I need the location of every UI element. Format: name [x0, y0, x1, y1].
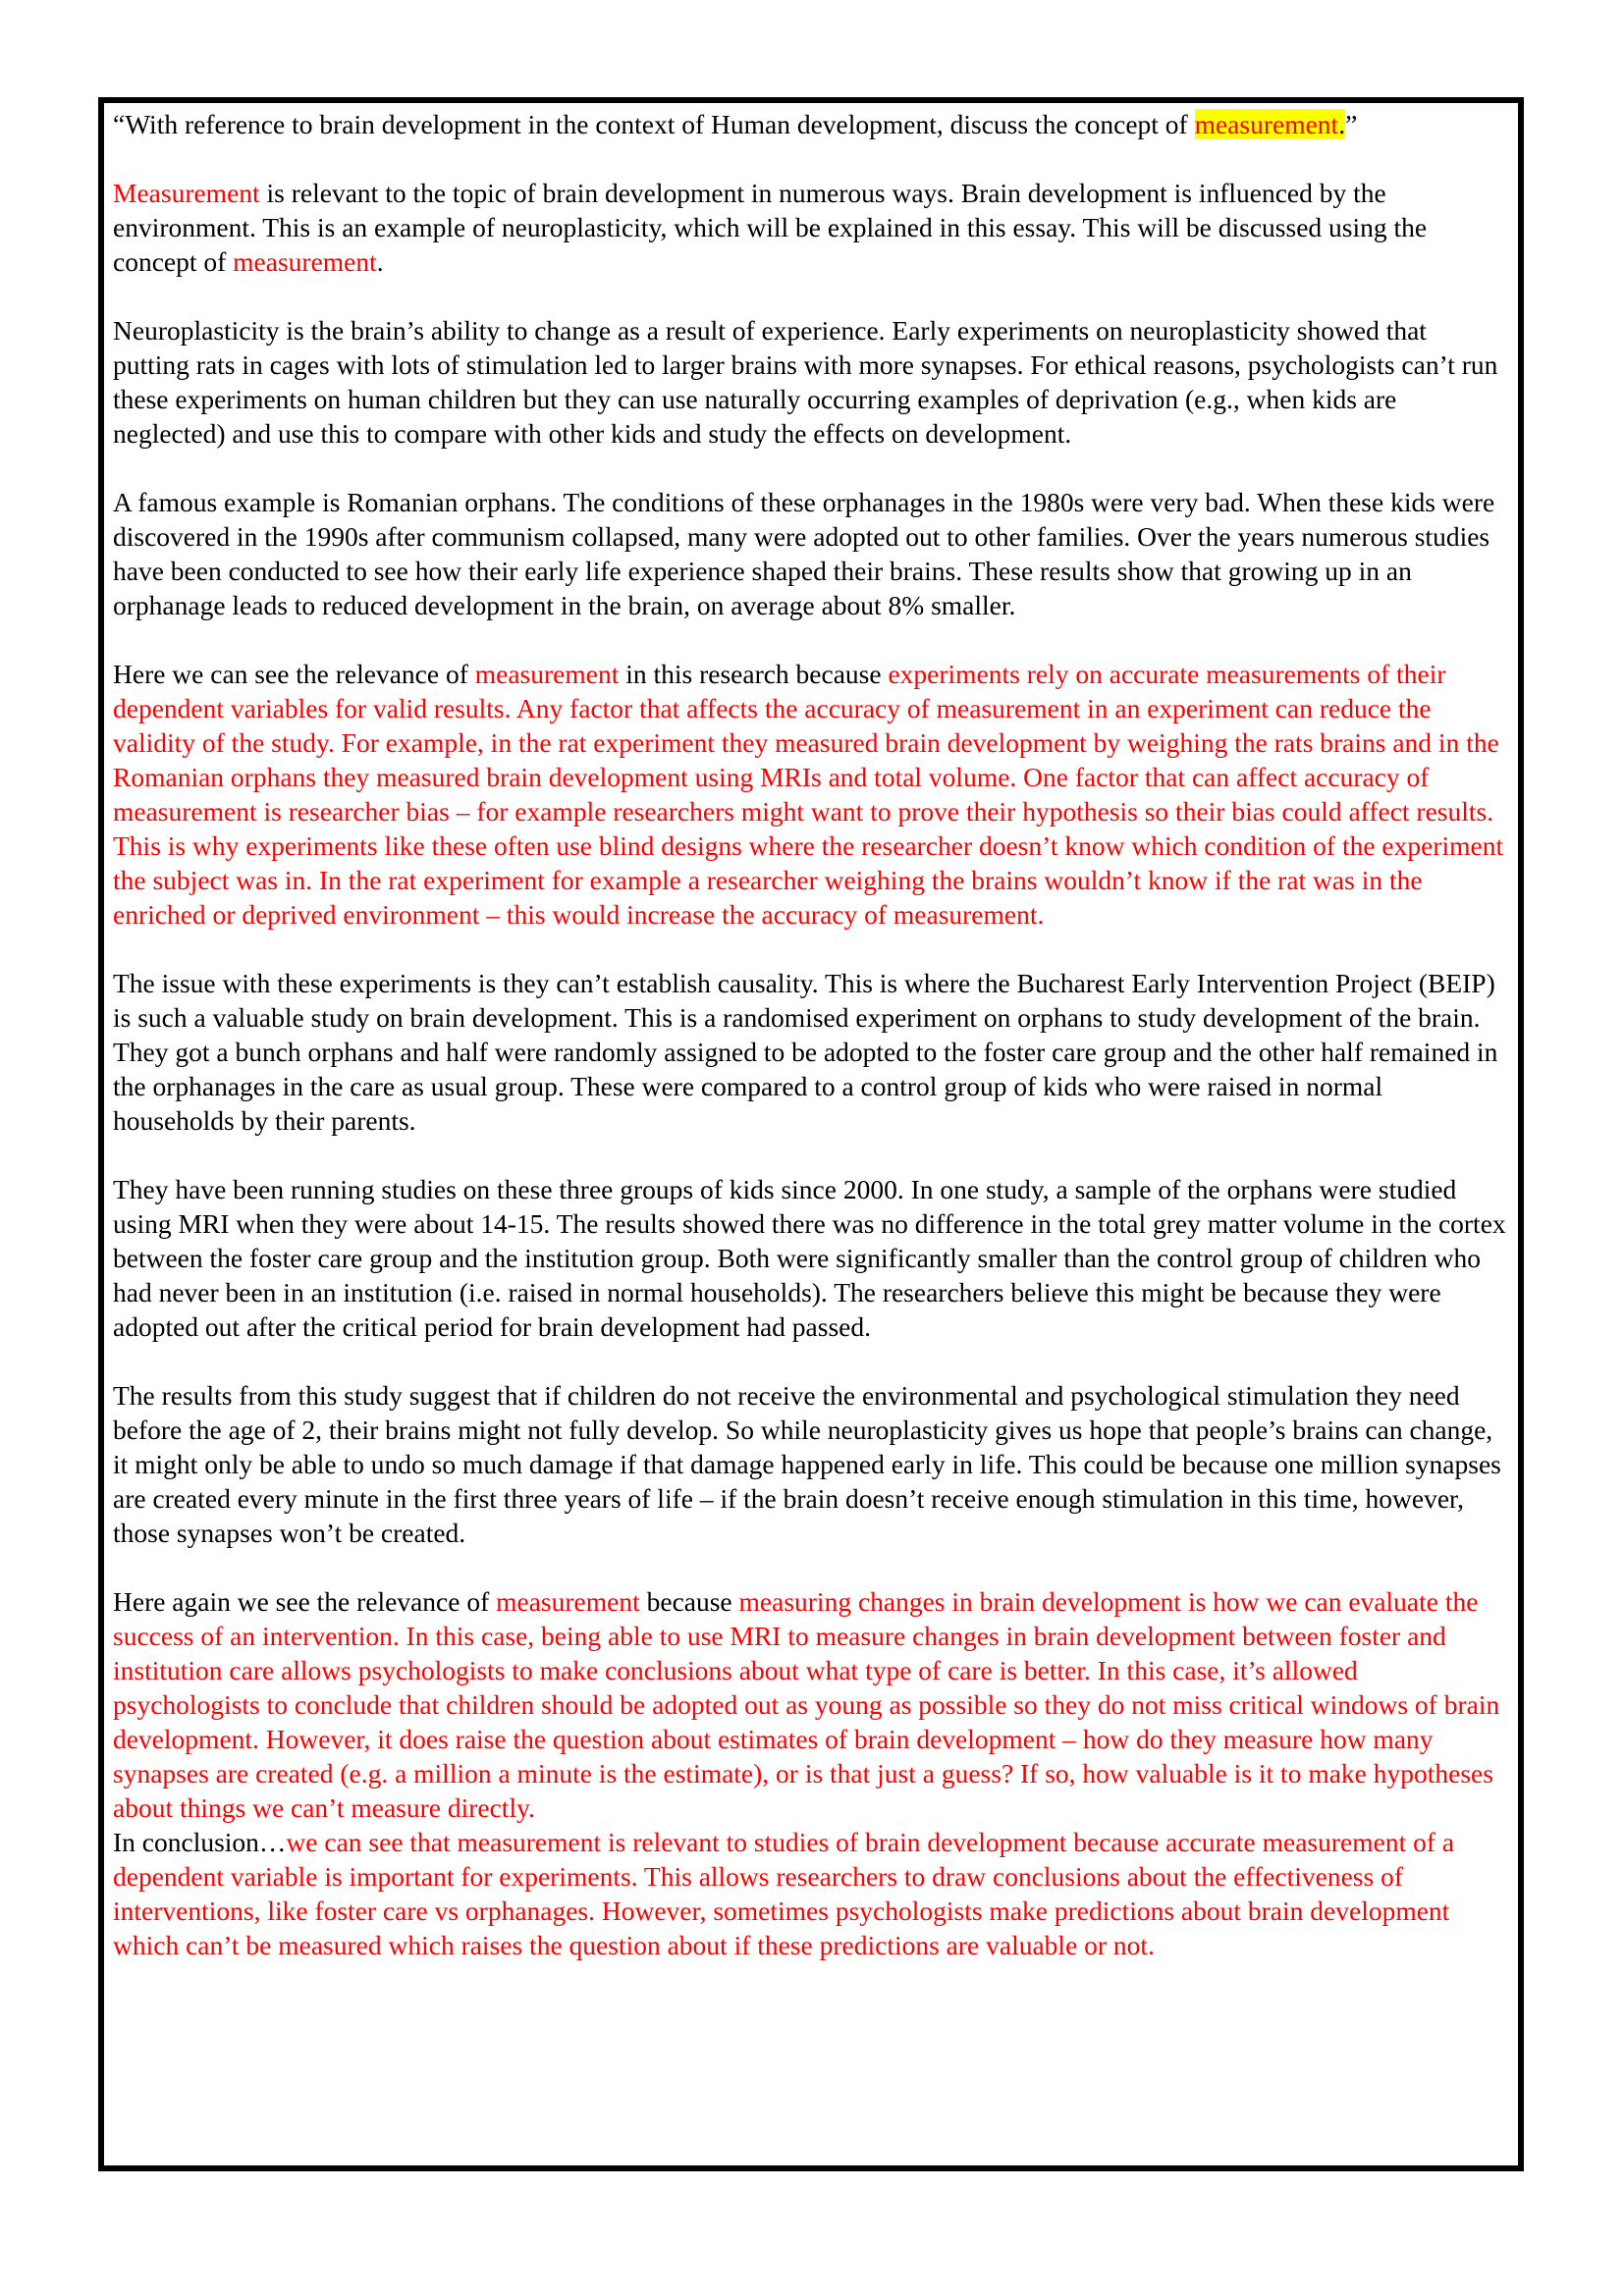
- text-run: They have been running studies on these three groups of kids since 2000. In one study, a sample of the orphans were studied using MRI when they were about 14-15. The results showed there was no difference in the total grey matter volume in the cortex between the foster care group and the institution group. Both were significantly smaller than the control group of children who had never been in an institution (i.e. raised in normal households). The researchers believe this might be because they were adopted out after the critical period for brain development had passed.: [113, 1174, 1506, 1342]
- essay-paragraph: [113, 1584, 1508, 1825]
- text-run: ”: [1345, 109, 1358, 139]
- text-run: Measurement: [113, 178, 260, 208]
- essay-paragraph: [113, 966, 1508, 1138]
- text-run: The results from this study suggest that if children do not receive the environmental and psychological stimulation they need before the age of 2, their brains might not fully develop. So while neuroplasticity gives us hope that people’s brains can change, it might only be able to undo so much damage if that damage happened early in life. This could be because one million synapses are created every minute in the first three years of life – if the brain doesn’t receive enough stimulation in this time, however, those synapses won’t be created.: [113, 1380, 1501, 1548]
- text-run: Here we can see the relevance of: [113, 659, 475, 689]
- highlighted-text-run: .: [1338, 109, 1346, 139]
- text-run: in this research because: [619, 659, 889, 689]
- essay-paragraph: [113, 1172, 1508, 1344]
- text-run: A famous example is Romanian orphans. The conditions of these orphanages in the 1980s were very bad. When these kids were discovered in the 1990s after communism collapsed, many were adopted out to other families. Over the years numerous studies have been conducted to see how their early life experience shaped their brains. These results show that growing up in an orphanage leads to reduced development in the brain, on average about 8% smaller.: [113, 487, 1495, 620]
- text-run: .: [376, 246, 384, 277]
- text-run: measurement: [474, 659, 620, 689]
- essay-prompt: [113, 107, 1508, 141]
- essay-conclusion-paragraph: [113, 1825, 1508, 1962]
- essay-paragraph: [113, 485, 1508, 622]
- text-run: The issue with these experiments is they can’t establish causality. This is where the Bucharest Early Intervention Project (BEIP) is such a valuable study on brain development. This is a randomised experiment on orphans to study development of the brain. They got a bunch orphans and half were randomly assigned to be adopted to the foster care group and the other half remained in the orphanages in the care as usual group. These were compared to a control group of kids who were raised in normal households by their parents.: [113, 968, 1498, 1136]
- essay-paragraph: [113, 1378, 1508, 1550]
- essay-paragraph: [113, 176, 1508, 279]
- highlighted-text-run: measurement: [1194, 109, 1339, 139]
- text-run: measuring changes in brain development is how we can evaluate the success of an intervention. In this case, being able to use MRI to measure changes in brain development between foster and institution care allows psychologists to make conclusions about what type of care is better. In this case, it’s allowed psychologists to conclude that children should be adopted out as young as possible so they do not miss critical windows of brain development. However, it does raise the question about estimates of brain development – how do they measure how many synapses are created (e.g. a million a minute is the estimate), or is that just a guess? If so, how valuable is it to make hypotheses about things we can’t measure directly.: [113, 1586, 1500, 1823]
- text-run: Here again we see the relevance of: [113, 1586, 497, 1617]
- text-run: “With reference to brain development in the context of Human development, discuss the concept of: [113, 109, 1195, 139]
- text-run: measurement: [233, 246, 377, 277]
- essay-text-box: [98, 97, 1524, 2171]
- text-run: measurement: [496, 1586, 640, 1617]
- essay-paragraph: [113, 657, 1508, 932]
- text-run: Neuroplasticity is the brain’s ability to change as a result of experience. Early experiments on neuroplasticity showed that putting rats in cages with lots of stimulation led to larger brains with more synapses. For ethical reasons, psychologists can’t run these experiments on human children but they can use naturally occurring examples of deprivation (e.g., when kids are neglected) and use this to compare with other kids and study the effects on development.: [113, 315, 1498, 449]
- text-run: is relevant to the topic of brain development in numerous ways. Brain development is influenced by the environment. This is an example of neuroplasticity, which will be explained in this essay. This will be discussed using the concept of: [113, 178, 1428, 277]
- text-run: In conclusion…: [113, 1827, 287, 1857]
- text-run: we can see that measurement is relevant to studies of brain development because accurate measurement of a dependent variable is important for experiments. This allows researchers to draw conclusions about the effectiveness of interventions, like foster care vs orphanages. However, sometimes psychologists make predictions about brain development which can’t be measured which raises the question about if these predictions are valuable or not.: [113, 1827, 1455, 1960]
- essay-paragraph: [113, 313, 1508, 451]
- text-run: because: [639, 1586, 739, 1617]
- text-run: experiments rely on accurate measurements of their dependent variables for valid results. Any factor that affects the accuracy of measurement in an experiment can reduce the validity of the study. For example, in the rat experiment they measured brain development by weighing the rats brains and in the Romanian orphans they measured brain development using MRIs and total volume. One factor that can affect accuracy of measurement is researcher bias – for example researchers might want to prove their hypothesis so their bias could affect results. This is why experiments like these often use blind designs where the researcher doesn’t know which condition of the experiment the subject was in. In the rat experiment for example a researcher weighing the brains wouldn’t know if the rat was in the enriched or deprived environment – this would increase the accuracy of measurement.: [113, 659, 1504, 930]
